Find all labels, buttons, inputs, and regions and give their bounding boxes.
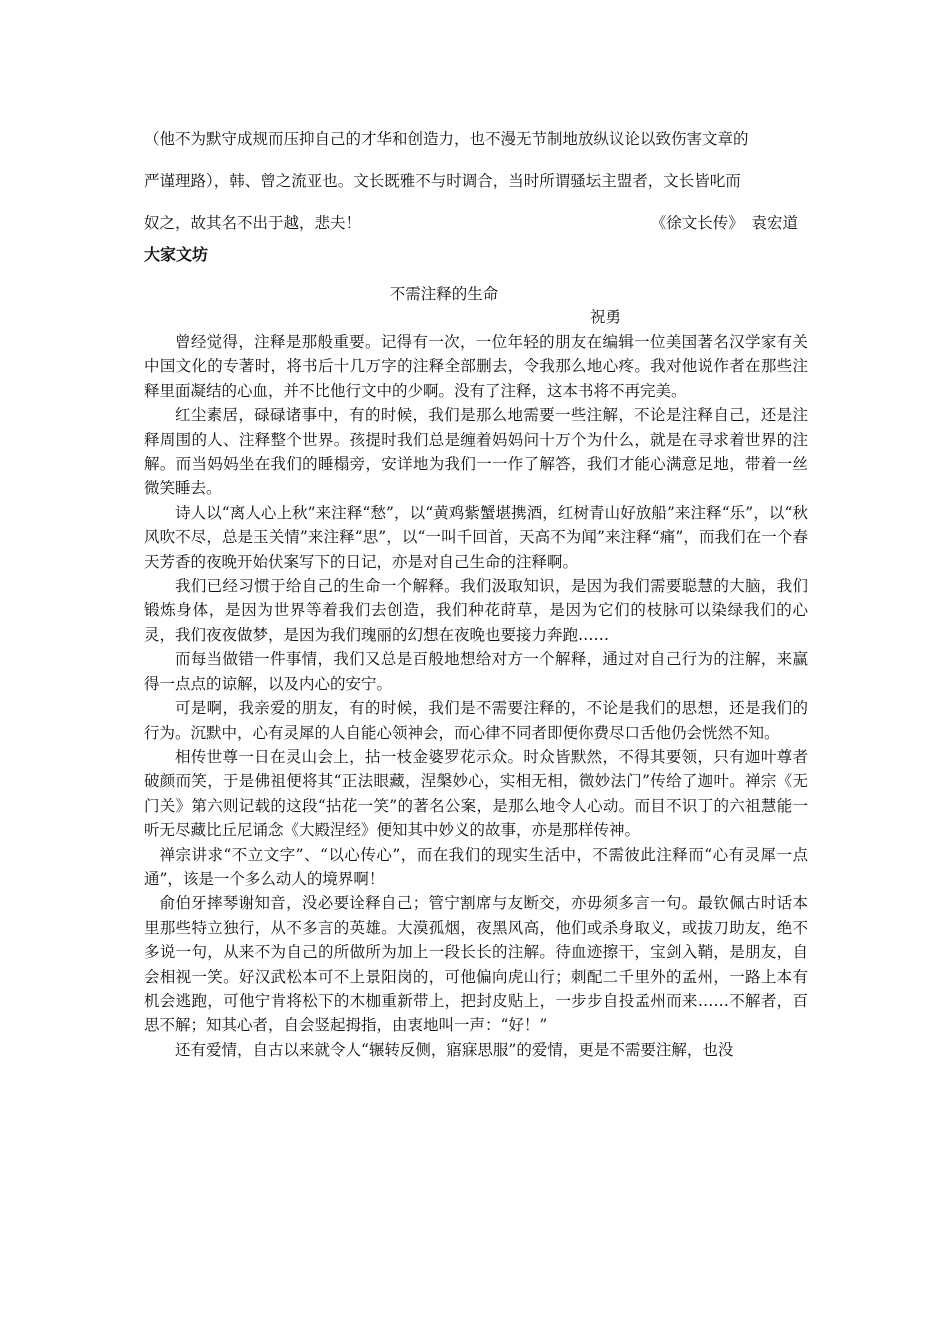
citation: 《徐文长传》 袁宏道 [650,214,798,232]
top-passage-line: 严谨理路），韩、曾之流亚也。文长既雅不与时调合，当时所谓骚坛主盟者，文长皆叱而 [144,172,741,190]
paragraph: 曾经觉得，注释是那般重要。记得有一次，一位年轻的朋友在编辑一位美国著名汉学家有关中国文化的专著时，将书后十几万字的注释全部删去，令我那么地心疼。我对他说作者在那些注释里面凝结的心血，并不比他行文中的少啊。没有了注释，这本书将不再完美。 [144,333,808,400]
paragraph: 诗人以“离人心上秋”来注释“愁”，以“黄鸡紫蟹堪携酒，红树青山好放船”来注释“乐”，以“秋风吹不尽，总是玉关情”来注释“思”，以“一叫千回首，天高不为闻”来注释“痛”，而我们在一个春天芳香的夜晚开始伏案写下的日记，亦是对自己生命的注释啊。 [144,503,808,571]
paragraph: 俞伯牙摔琴谢知音，没必要诠释自己；管宁割席与友断交，亦毋须多言一句。最钦佩古时话本里那些特立独行，从不多言的英雄。大漠孤烟，夜黑风高，他们或杀身取义，或拔刀助友，绝不多说一句，从来不为自己的所做所为加上一段长长的注解。待血迹擦干，宝剑入鞘，是朋友，自会相视一笑。好汉武松本可不上景阳岗的，可他偏向虎山行；刺配二千里外的孟州，一路上本有机会逃跑，可他宁肯将松下的木枷重新带上，把封皮贴上，一步步自投孟州而来……不解者，百思不解；知其心者，自会竖起拇指，由衷地叫一声：“好！” [144,894,808,1035]
top-passage-last-line [144,202,808,244]
paragraph: 可是啊，我亲爱的朋友，有的时候，我们是不需要注释的，不论是我们的思想，还是我们的行为。沉默中，心有灵犀的人自能心领神会，而心律不同者即便你费尽口舌他仍会恍然不知。 [144,699,808,742]
top-passage [144,118,808,244]
paragraph: 禅宗讲求“不立文字”、“以心传心”，而在我们的现实生活中，不需彼此注释而“心有灵犀一点通”，该是一个多么动人的境界啊！ [144,845,808,888]
top-passage-line: （他不为默守成规而压抑自己的才华和创造力，也不漫无节制地放纵议论以致伤害文章的 [144,130,749,148]
section-heading: 大家文坊 [144,245,209,264]
paragraph: 我们已经习惯于给自己的生命一个解释。我们汲取知识，是因为我们需要聪慧的大脑，我们锻炼身体，是因为世界等着我们去创造，我们种花莳草，是因为它们的枝脉可以染绿我们的心灵，我们夜夜做梦，是因为我们瑰丽的幻想在夜晚也要接力奔跑…… [144,577,808,644]
article-author: 祝勇 [590,308,622,326]
paragraph: 还有爱情，自古以来就令人“辗转反侧，寤寐思服”的爱情，更是不需要注解，也没 [175,1040,734,1059]
top-passage-line: 奴之，故其名不出于越，悲夫！ [144,214,362,232]
paragraph: 而每当做错一件事情，我们又总是百般地想给对方一个解释，通过对自己行为的注解，来赢得一点点的谅解，以及内心的安宁。 [144,650,808,693]
article-body [144,330,808,1062]
article-title: 不需注释的生命 [389,285,499,303]
paragraph: 红尘素居，碌碌诸事中，有的时候，我们是那么地需要一些注解，不论是注释自己，还是注释周围的人、注释整个世界。孩提时我们总是缠着妈妈问十万个为什么，就是在寻求着世界的注解。而当妈妈坐在我们的睡榻旁，安详地为我们一一作了解答，我们才能心满意足地，带着一丝微笑睡去。 [144,406,808,498]
paragraph: 相传世尊一日在灵山会上，拈一枝金婆罗花示众。时众皆默然，不得其要领，只有迦叶尊者破颜而笑，于是佛祖便将其“正法眼藏，涅槃妙心，实相无相，微妙法门”传给了迦叶。禅宗《无门关》第六则记载的这段“拈花一笑”的著名公案，是那么地令人心动。而目不识丁的六祖慧能一听无尽藏比丘尼诵念《大殿涅经》便知其中妙义的故事，亦是那样传神。 [144,747,808,840]
